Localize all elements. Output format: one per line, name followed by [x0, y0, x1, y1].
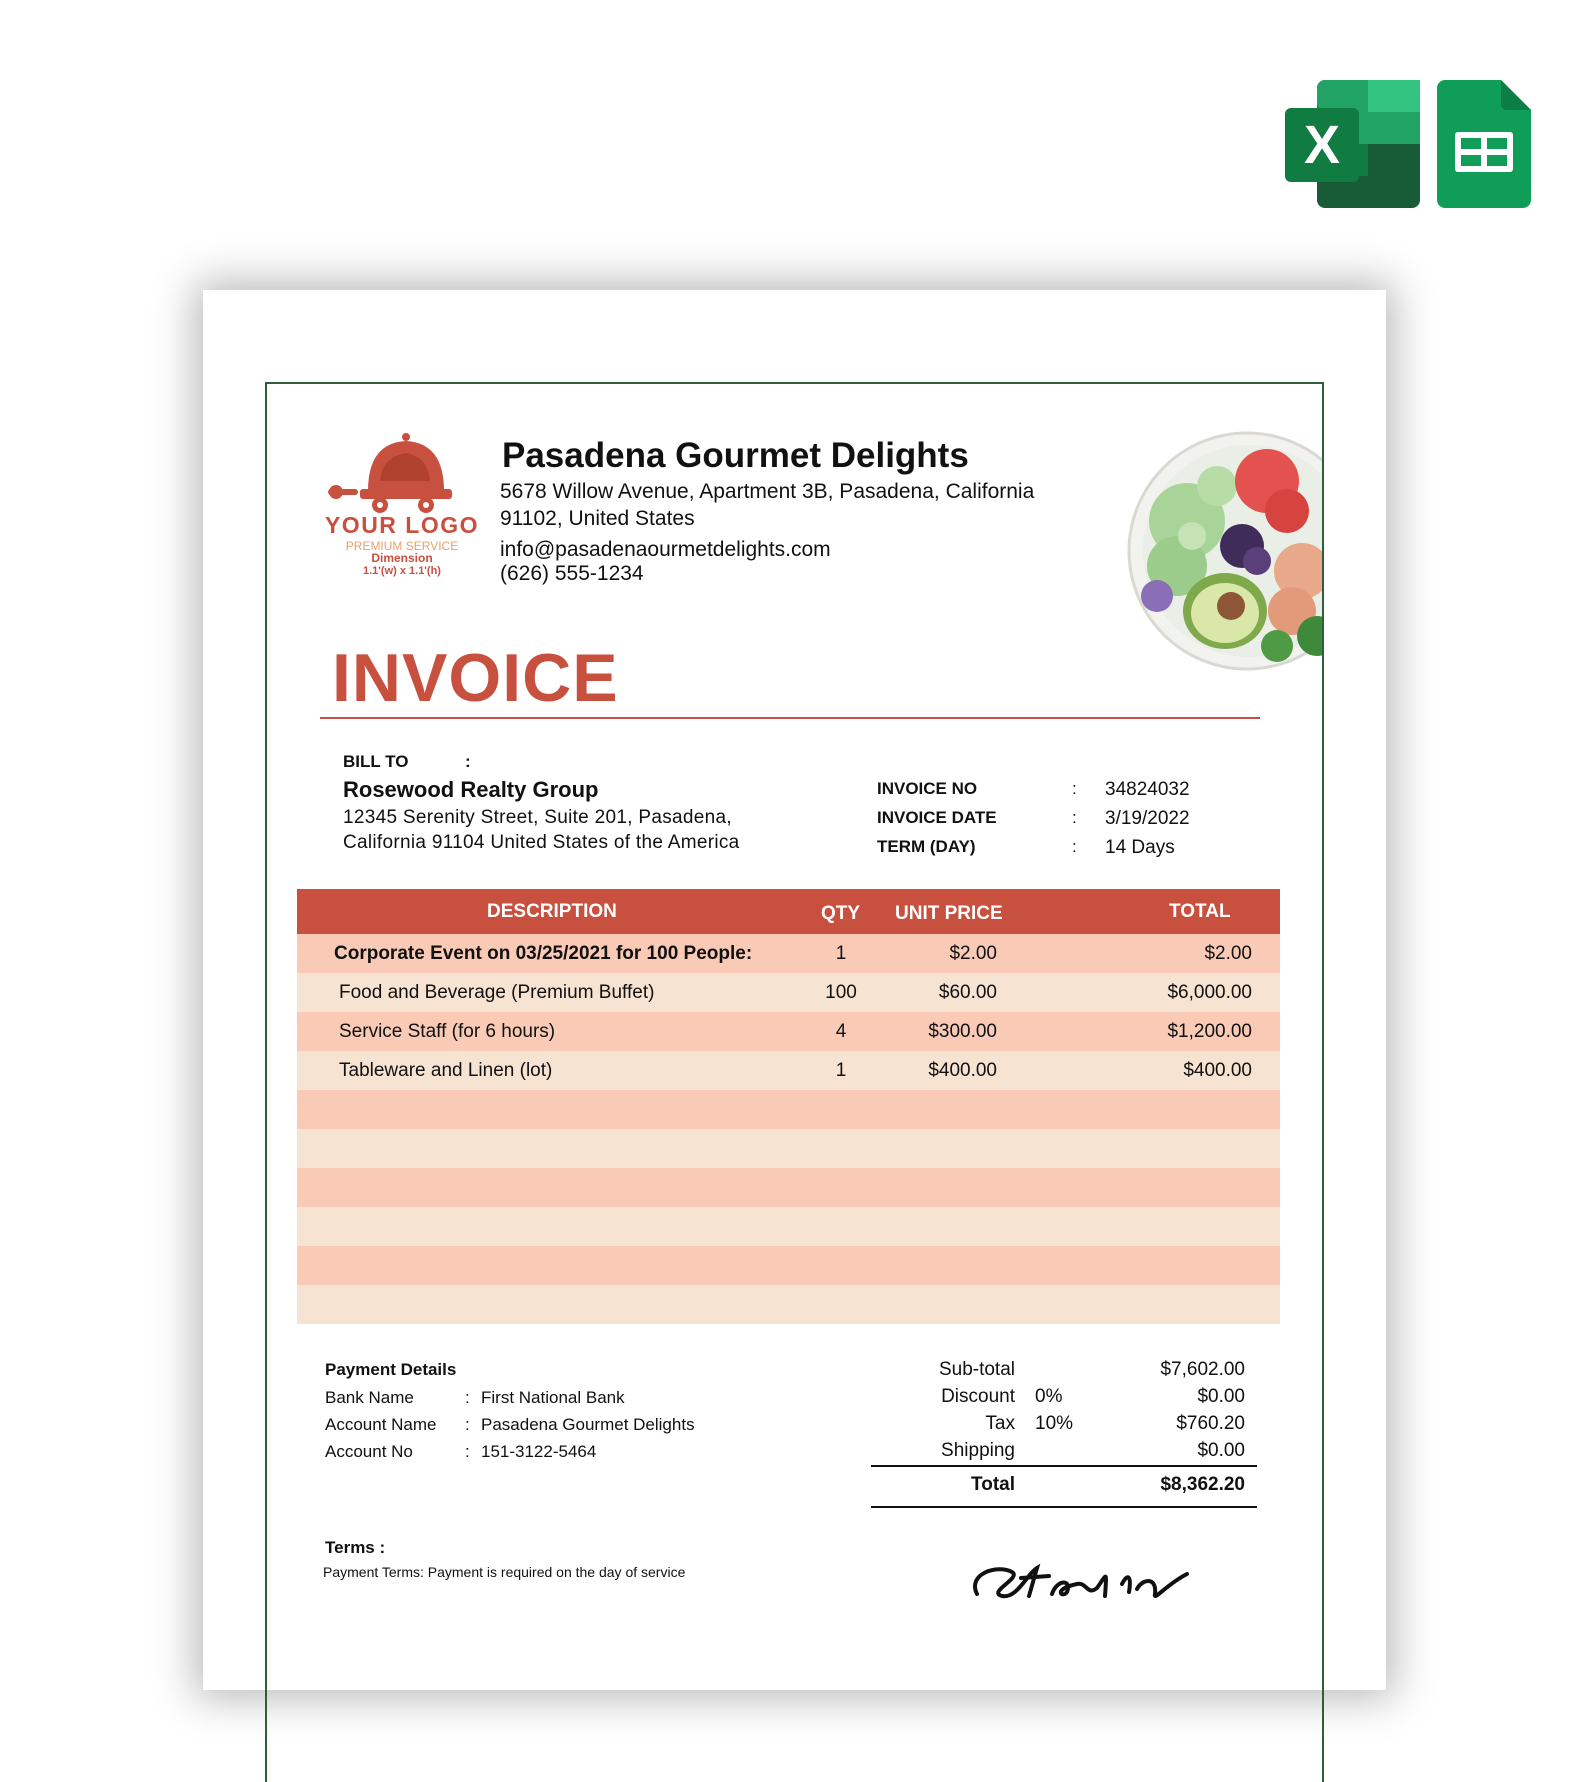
- invoice-date: 3/19/2022: [1105, 808, 1190, 829]
- invoice-term: 14 Days: [1105, 837, 1175, 858]
- summary-shipping: [867, 1440, 1257, 1467]
- bill-to-address-line2: California 91104 United States of the America: [343, 832, 740, 853]
- company-address-line1: 5678 Willow Avenue, Apartment 3B, Pasadena, California: [500, 480, 1035, 503]
- company-phone: (626) 555-1234: [500, 562, 644, 585]
- row-total: $6,000.00: [1167, 982, 1252, 1003]
- company-name: Pasadena Gourmet Delights: [502, 436, 969, 475]
- row-qty: 1: [835, 943, 847, 964]
- summary-subtotal: [867, 1359, 1257, 1386]
- header-total: TOTAL: [1169, 901, 1231, 922]
- invoice-title: INVOICE: [332, 640, 619, 716]
- signature: [957, 1544, 1217, 1604]
- discount-value: $0.00: [1197, 1386, 1245, 1407]
- total-value: $8,362.20: [1160, 1474, 1245, 1495]
- terms-text: Payment Terms: Payment is required on the day of service: [323, 1564, 686, 1580]
- row-description: Service Staff (for 6 hours): [339, 1021, 556, 1042]
- payment-colon: :: [465, 1415, 470, 1434]
- logo-dimension-value: 1.1'(w) x 1.1'(h): [363, 565, 441, 577]
- row-unit-price: $300.00: [928, 1021, 997, 1042]
- row-qty: 1: [835, 1060, 847, 1081]
- payment-row-account-name: [325, 1415, 695, 1435]
- header-description: DESCRIPTION: [487, 901, 617, 922]
- meta-colon: :: [1072, 779, 1077, 798]
- summary-tax: [867, 1413, 1257, 1440]
- excel-icon[interactable]: [1285, 80, 1420, 208]
- bill-to-label: BILL TO: [343, 752, 409, 771]
- payment-colon: :: [465, 1388, 470, 1407]
- table-row[interactable]: [297, 1051, 1280, 1090]
- row-total: $1,200.00: [1167, 1021, 1252, 1042]
- line-items-table: [297, 889, 1280, 1324]
- row-unit-price: $400.00: [928, 1060, 997, 1081]
- summary-label: Tax: [985, 1413, 1015, 1434]
- payment-key: Account Name: [325, 1415, 437, 1434]
- row-total: $400.00: [1183, 1060, 1252, 1081]
- payment-row-bank: [325, 1388, 625, 1408]
- table-header: [297, 889, 1280, 934]
- summary-label: Sub-total: [938, 1359, 1015, 1380]
- summary-discount: [867, 1386, 1257, 1413]
- bill-to-colon: :: [465, 752, 471, 771]
- payment-colon: :: [465, 1442, 470, 1461]
- table-row-empty[interactable]: [297, 1090, 1280, 1129]
- invoice-paper: [203, 290, 1386, 1690]
- company-address-line2: 91102, United States: [500, 507, 695, 530]
- meta-colon: :: [1072, 808, 1077, 827]
- google-sheets-icon[interactable]: [1437, 80, 1531, 208]
- total-label: Total: [971, 1474, 1015, 1495]
- title-divider: [320, 717, 1260, 719]
- header-qty: QTY: [821, 903, 861, 924]
- meta-colon: :: [1072, 837, 1077, 856]
- table-row-empty[interactable]: [297, 1168, 1280, 1207]
- row-total: $2.00: [1204, 943, 1252, 964]
- table-row-empty[interactable]: [297, 1285, 1280, 1324]
- discount-percent: 0%: [1035, 1386, 1063, 1407]
- summary-label: Shipping: [941, 1440, 1015, 1461]
- logo-dimension-label: Dimension: [371, 551, 433, 565]
- row-description: Tableware and Linen (lot): [339, 1060, 553, 1081]
- account-name: Pasadena Gourmet Delights: [481, 1415, 695, 1434]
- header-unit-price: UNIT PRICE: [895, 903, 1003, 924]
- meta-key: TERM (DAY): [877, 837, 976, 856]
- payment-row-account-no: [325, 1442, 596, 1462]
- tax-percent: 10%: [1035, 1413, 1074, 1434]
- summary-divider: [871, 1465, 1257, 1467]
- bank-name: First National Bank: [481, 1388, 625, 1407]
- account-number: 151-3122-5464: [481, 1442, 597, 1461]
- subtotal-value: $7,602.00: [1160, 1359, 1245, 1380]
- logo-subtitle: PREMIUM SERVICE: [345, 539, 459, 553]
- table-row-empty[interactable]: [297, 1207, 1280, 1246]
- row-unit-price: $2.00: [949, 943, 997, 964]
- logo-text: YOUR LOGO: [324, 512, 480, 538]
- payment-key: Account No: [325, 1442, 413, 1461]
- table-row[interactable]: [297, 973, 1280, 1012]
- payment-details-title: Payment Details: [325, 1360, 457, 1379]
- bill-to-address-line1: 12345 Serenity Street, Suite 201, Pasadena,: [343, 807, 732, 828]
- shipping-value: $0.00: [1197, 1440, 1245, 1461]
- row-description: Corporate Event on 03/25/2021 for 100 People:: [334, 943, 753, 964]
- salad-bowl-illustration: [1117, 426, 1324, 676]
- bill-to-name: Rosewood Realty Group: [343, 777, 599, 802]
- row-qty: 100: [825, 982, 857, 1003]
- company-email: info@pasadenaourmetdelights.com: [500, 538, 831, 561]
- terms-title: Terms :: [325, 1538, 386, 1557]
- table-row-empty[interactable]: [297, 1129, 1280, 1168]
- invoice-frame: [265, 382, 1324, 1782]
- table-row[interactable]: [297, 934, 1280, 973]
- summary-total: [867, 1474, 1257, 1501]
- summary-bottom-rule: [871, 1506, 1257, 1508]
- row-qty: 4: [835, 1021, 847, 1042]
- row-description: Food and Beverage (Premium Buffet): [339, 982, 655, 1003]
- table-row-empty[interactable]: [297, 1246, 1280, 1285]
- invoice-number: 34824032: [1105, 779, 1190, 800]
- meta-key: INVOICE NO: [877, 779, 978, 798]
- table-row[interactable]: [297, 1012, 1280, 1051]
- payment-key: Bank Name: [325, 1388, 414, 1407]
- row-unit-price: $60.00: [938, 982, 997, 1003]
- svg-text:X: X: [1303, 115, 1341, 175]
- app-icons: [1285, 80, 1535, 210]
- summary-label: Discount: [941, 1386, 1015, 1407]
- tax-value: $760.20: [1176, 1413, 1245, 1434]
- meta-key: INVOICE DATE: [877, 808, 997, 827]
